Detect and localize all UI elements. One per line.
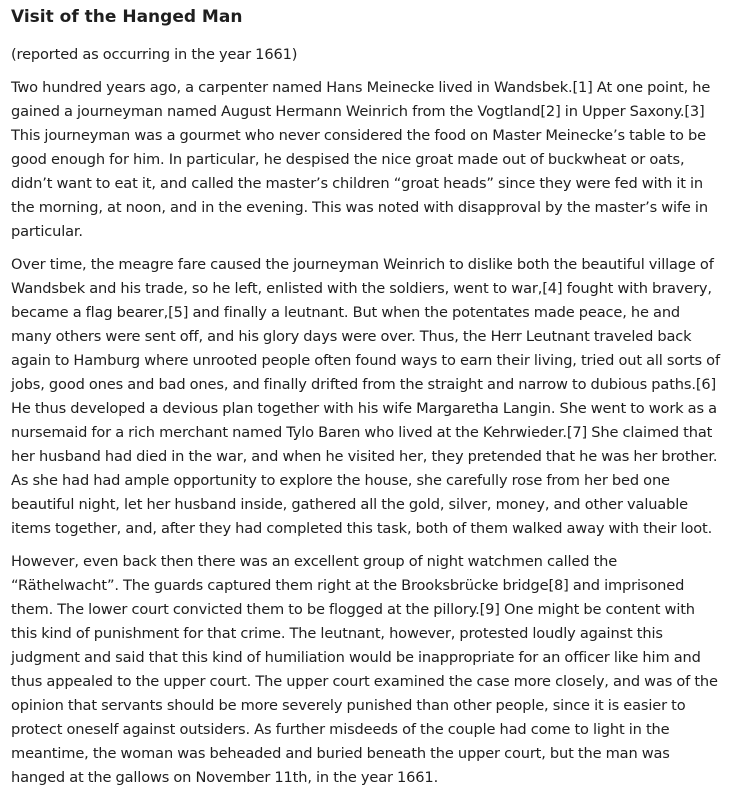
document-subtitle: (reported as occurring in the year 1661) <box>11 46 298 63</box>
paragraph-1: Two hundred years ago, a carpenter named Hans Meinecke lived in Wandsbek.[1] At one point, he gained a journeyman named August Hermann Weinrich from the Vogtland[2] in Upper Saxony.[3] This journeyman was a gourmet who never considered the food on Master Meinecke’s table to be good enough for him. In particular, he despised the nice groat made out of buckwheat or oats, didn’t want to eat it, and called the master’s children “groat heads” since they were fed with it in the morning, at noon, and in the evening. This was noted with disapproval by the master’s wife in particular. <box>11 79 711 240</box>
paragraph-2: Over time, the meagre fare caused the journeyman Weinrich to dislike both the beautiful village of Wandsbek and his trade, so he left, enlisted with the soldiers, went to war,[4] fought with bravery, became a flag bearer,[5] and finally a leutnant. But when the potentates made peace, he and many others were sent off, and his glory days were over. Thus, the Herr Leutnant traveled back again to Hamburg where unrooted people often found ways to earn their living, tried out all sorts of jobs, good ones and bad ones, and finally drifted from the straight and narrow to dubious paths.[6] He thus developed a devious plan together with his wife Margaretha Langin. She went to work as a nursemaid for a rich merchant named Tylo Baren who lived at the Kehrwieder.[7] She claimed that her husband had died in the war, and when he visited her, they pretended that he was her brother. As she had had ample opportunity to explore the house, she carefully rose from her bed one beautiful night, let her husband inside, gathered all the gold, silver, money, and other valuable items together, and, after they had completed this task, both of them walked away with their loot. <box>11 256 720 537</box>
paragraph-3: However, even back then there was an excellent group of night watchmen called the “Räthelwacht”. The guards captured them right at the Brooksbrücke bridge[8] and imprisoned them. The lower court convicted them to be flogged at the pillory.[9] One might be content with this kind of punishment for that crime. The leutnant, however, protested loudly against this judgment and said that this kind of humiliation would be inappropriate for an officer like him and thus appealed to the upper court. The upper court examined the case more closely, and was of the opinion that servants should be more severely punished than other people, since it is easier to protect oneself against outsiders. As further misdeeds of the couple had come to light in the meantime, the woman was beheaded and buried beneath the upper court, but the man was hanged at the gallows on November 11th, in the year 1661. <box>11 553 718 786</box>
page-title: Visit of the Hanged Man <box>11 7 243 27</box>
